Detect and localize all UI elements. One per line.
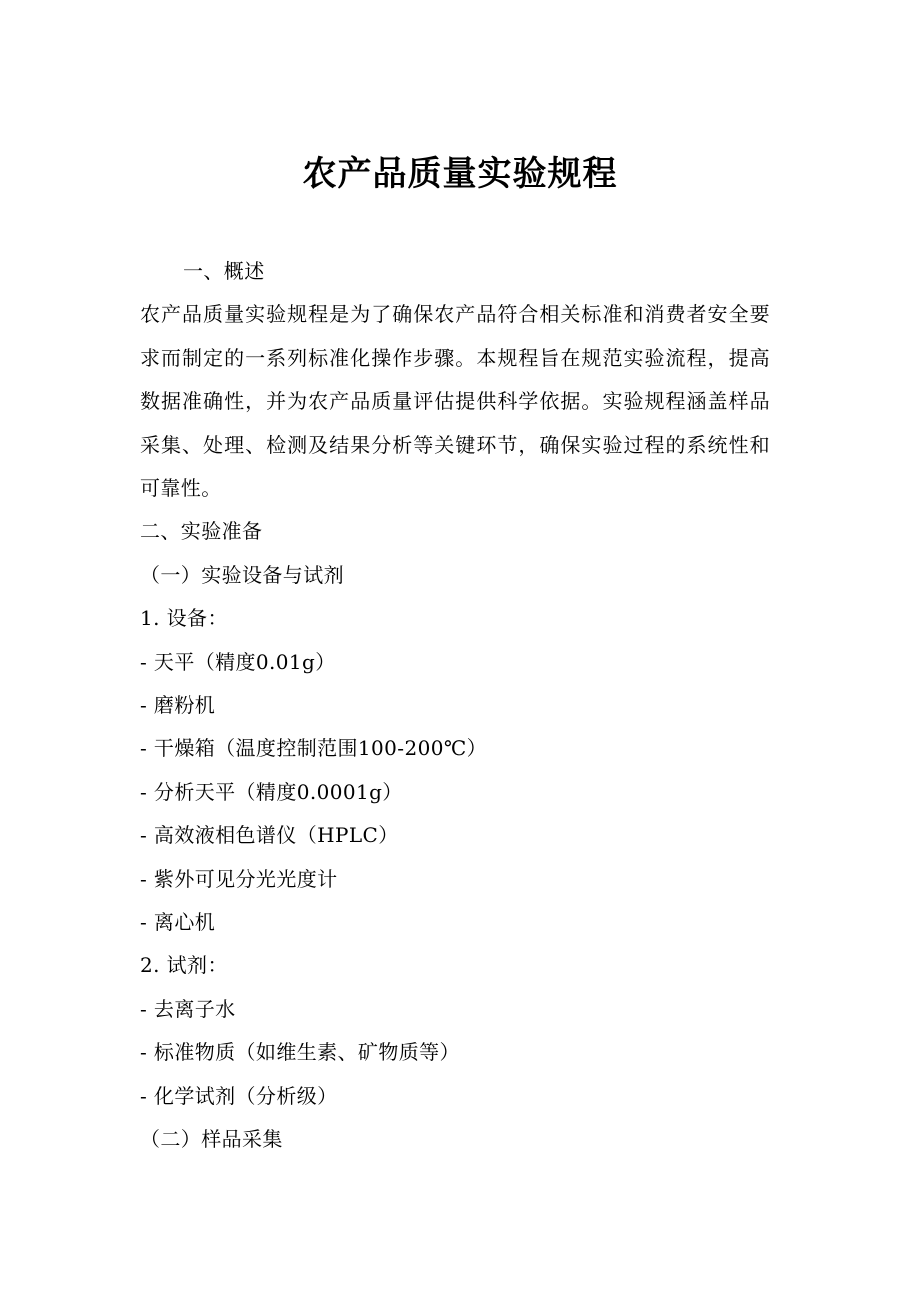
overview-paragraph: 农产品质量实验规程是为了确保农产品符合相关标准和消费者安全要求而制定的一系列标准化操作步骤。本规程旨在规范实验流程，提高数据准确性，并为农产品质量评估提供科学依据。实验规程涵盖样品采集、处理、检测及结果分析等关键环节，确保实验过程的系统性和可靠性。: [140, 302, 770, 501]
list-item: - 紫外可见分光光度计: [140, 866, 338, 891]
subsection-heading-equipment-reagents: （一）实验设备与试剂: [140, 562, 344, 587]
document-title: 农产品质量实验规程: [302, 154, 618, 194]
list-item: - 磨粉机: [140, 692, 216, 717]
list-item: - 分析天平（精度0.0001g）: [140, 779, 403, 804]
list-item: - 干燥箱（温度控制范围100-200℃）: [140, 736, 487, 761]
list-item: - 高效液相色谱仪（HPLC）: [140, 823, 399, 848]
document-body: [140, 250, 770, 1161]
section-heading-preparation: 二、实验准备: [140, 519, 263, 544]
equipment-heading: 1. 设备：: [140, 606, 228, 631]
section-heading-overview: 一、概述: [183, 259, 265, 283]
reagents-heading: 2. 试剂：: [140, 953, 228, 978]
list-item: - 标准物质（如维生素、矿物质等）: [140, 1040, 460, 1065]
list-item: - 去离子水: [140, 996, 236, 1021]
list-item: - 离心机: [140, 909, 216, 934]
subsection-heading-sampling: （二）样品采集: [140, 1126, 283, 1151]
list-item: - 天平（精度0.01g）: [140, 649, 336, 674]
list-item: - 化学试剂（分析级）: [140, 1083, 338, 1108]
